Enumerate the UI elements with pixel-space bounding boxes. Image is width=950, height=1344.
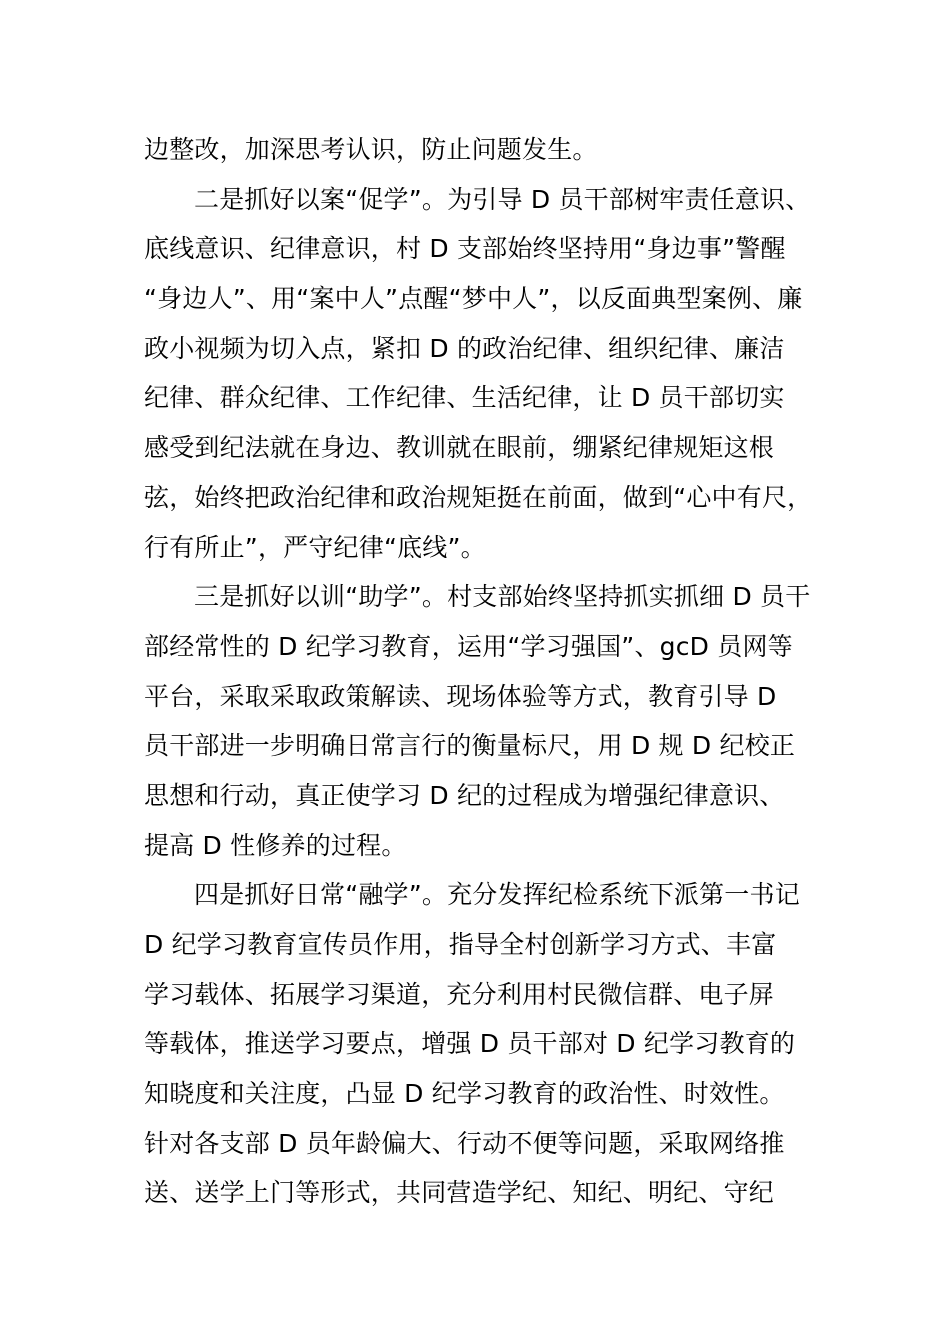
text-line: 学习载体、拓展学习渠道，充分利用村民微信群、电子屏 bbox=[144, 979, 775, 1009]
text-line: 弦，始终把政治纪律和政治规矩挺在前面，做到“心中有尺， bbox=[144, 482, 813, 512]
text-line: 提高 D 性修养的过程。 bbox=[144, 830, 407, 860]
text-line: 平台，采取采取政策解读、现场体验等方式，教育引导 D bbox=[144, 681, 777, 711]
text-line: 等载体，推送学习要点，增强 D 员干部对 D 纪学习教育的 bbox=[144, 1029, 796, 1059]
text-line: 行有所止”，严守纪律“底线”。 bbox=[144, 532, 486, 562]
text-line: 针对各支部 D 员年龄偏大、行动不便等问题，采取网络推 bbox=[144, 1128, 785, 1158]
text-line: 员干部进一步明确日常言行的衡量标尺，用 D 规 D 纪校正 bbox=[144, 731, 796, 761]
text-line: “身边人”、用“案中人”点醒“梦中人”，以反面典型案例、廉 bbox=[144, 284, 803, 314]
text-line: 感受到纪法就在身边、教训就在眼前，绷紧纪律规矩这根 bbox=[144, 433, 775, 463]
text-line: 思想和行动，真正使学习 D 纪的过程成为增强纪律意识、 bbox=[144, 780, 785, 810]
paragraph-start-line: 三是抓好以训“助学”。村支部始终坚持抓实抓细 D 员干 bbox=[194, 582, 811, 612]
text-line: 送、送学上门等形式，共同营造学纪、知纪、明纪、守纪 bbox=[144, 1178, 775, 1208]
text-line: 纪律、群众纪律、工作纪律、生活纪律，让 D 员干部切实 bbox=[144, 383, 785, 413]
text-line: 底线意识、纪律意识，村 D 支部始终坚持用“身边事”警醒 bbox=[144, 234, 786, 264]
text-line: 部经常性的 D 纪学习教育，运用“学习强国”、gcD 员网等 bbox=[144, 631, 793, 661]
paragraph-start-line: 二是抓好以案“促学”。为引导 D 员干部树牢责任意识、 bbox=[194, 184, 811, 214]
document-body bbox=[144, 125, 844, 1218]
text-line: 边整改，加深思考认识，防止问题发生。 bbox=[144, 135, 598, 164]
paragraph-start-line: 四是抓好日常“融学”。充分发挥纪检系统下派第一书记 bbox=[194, 880, 800, 910]
text-line: 知晓度和关注度，凸显 D 纪学习教育的政治性、时效性。 bbox=[144, 1079, 785, 1109]
text-line: D 纪学习教育宣传员作用，指导全村创新学习方式、丰富 bbox=[144, 930, 777, 959]
text-line: 政小视频为切入点，紧扣 D 的政治纪律、组织纪律、廉洁 bbox=[144, 333, 785, 363]
